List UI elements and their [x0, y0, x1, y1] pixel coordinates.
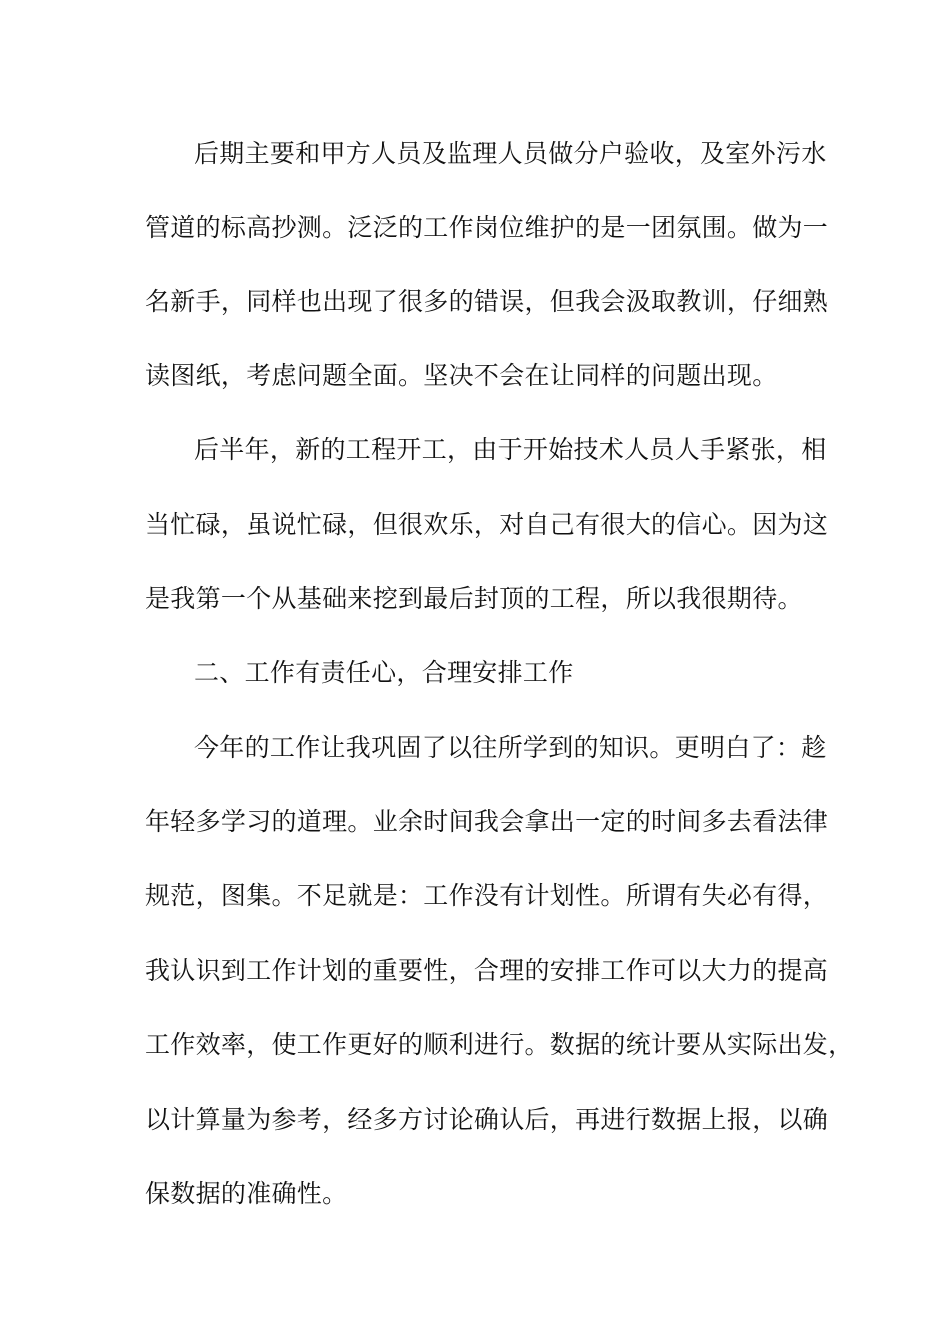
paragraph-line: 年轻多学习的道理。业余时间我会拿出一定的时间多去看法律: [145, 807, 829, 836]
paragraph-line: 后半年，新的工程开工，由于开始技术人员人手紧张，相: [194, 435, 827, 464]
paragraph-line: 以计算量为参考，经多方讨论确认后，再进行数据上报，以确: [145, 1105, 829, 1134]
paragraph-line: 今年的工作让我巩固了以往所学到的知识。更明白了：趁: [194, 733, 827, 762]
paragraph-line: 后期主要和甲方人员及监理人员做分户验收，及室外污水: [194, 139, 827, 168]
section-heading: 二、工作有责任心，合理安排工作: [194, 658, 574, 687]
paragraph-line: 保数据的准确性。: [145, 1179, 348, 1208]
paragraph-line: 当忙碌，虽说忙碌，但很欢乐，对自己有很大的信心。因为这: [145, 510, 829, 539]
paragraph-line: 名新手，同样也出现了很多的错误，但我会汲取教训，仔细熟: [145, 287, 829, 316]
paragraph-line: 我认识到工作计划的重要性，合理的安排工作可以大力的提高: [145, 956, 829, 985]
paragraph-line: 读图纸，考虑问题全面。坚决不会在让同样的问题出现。: [145, 361, 778, 390]
paragraph-line: 管道的标高抄测。泛泛的工作岗位维护的是一团氛围。做为一: [145, 213, 829, 242]
paragraph-line: 工作效率，使工作更好的顺利进行。数据的统计要从实际出发，: [145, 1030, 854, 1059]
paragraph-line: 规范，图集。不足就是：工作没有计划性。所谓有失必有得，: [145, 881, 829, 910]
paragraph-line: 是我第一个从基础来挖到最后封顶的工程，所以我很期待。: [145, 584, 803, 613]
